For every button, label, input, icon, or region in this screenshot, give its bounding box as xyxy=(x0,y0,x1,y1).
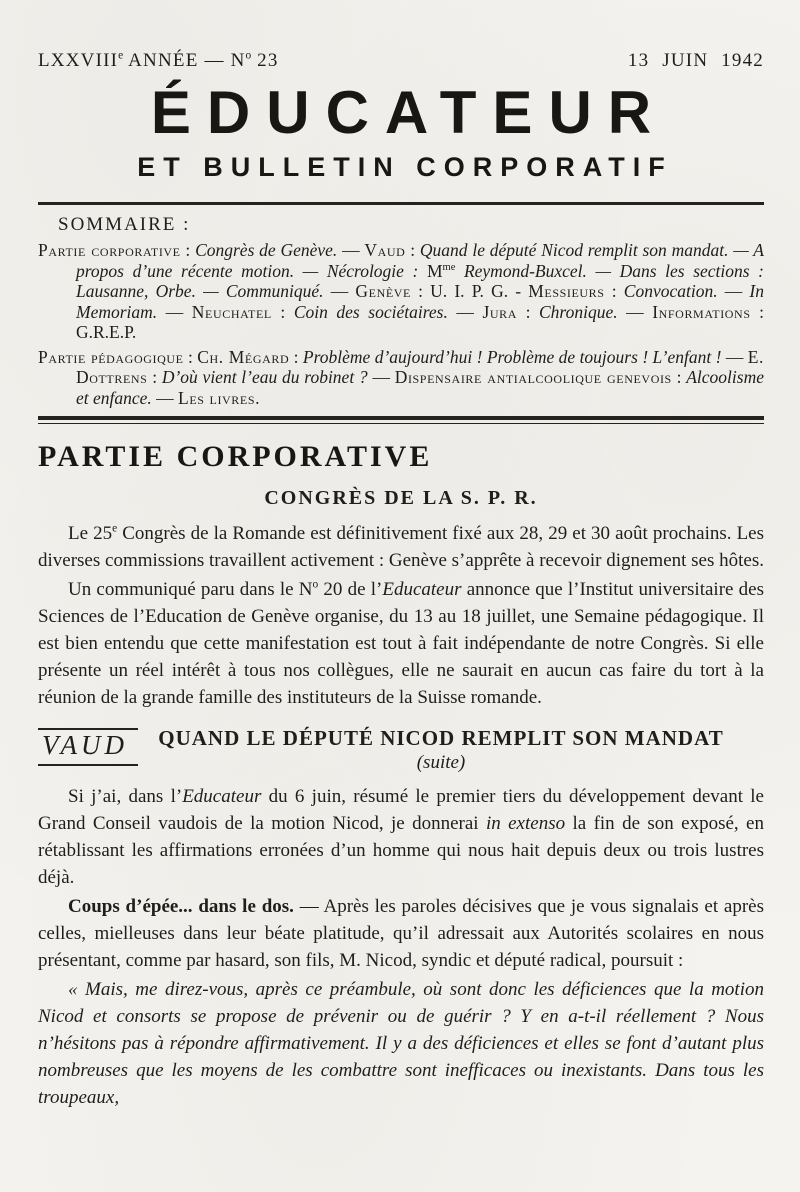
vaud-article-heading: QUAND LE DÉPUTÉ NICOD REMPLIT SON MANDAT xyxy=(158,726,724,751)
article-heading-congres: CONGRÈS DE LA S. P. R. xyxy=(264,487,538,510)
article-congres xyxy=(38,487,764,711)
congres-paragraph-2: Un communiqué paru dans le $N^o$ 20 de l’Educateur annonce que l’Institut universitaire des Sciences de l’Education de Genève organise, du 13 au 18 juillet, une Semaine pédagogique. Il est bien entendu que cette manifestation est tout à fait indépendante de notre Congrès. Si elle présente un réel intérêt à tous nos collègues, elle ne saurait en aucun cas faire du tort à la réunion de la grande famille des instituteurs de la Suisse romande. xyxy=(38,578,764,709)
vaud-paragraph-quote: « Mais, me direz-vous, après ce préambule, où sont donc les déficiences que la motion Nicod et consorts se propose de prévenir ou de guérir ? Y en a-t-il réellement ? Nous n’hésitons pas à répondre affirmativement. Il y a des déficiences et elles se font d’autant plus nombreuses que les moyens de les combattre sont inefficaces ou inexistants. Dans tous les troupeaux, xyxy=(38,979,764,1109)
section-title-partie-corporative: PARTIE CORPORATIVE xyxy=(38,440,433,474)
vaud-article-subheading: (suite) xyxy=(416,752,466,774)
vaud-paragraph-2: Coups d’épée... dans le dos. — Après les paroles décisives que je vous signalais et après celles, mielleuses dans leur béate platitude, qu’il adressait aux Autorités scolaires en nous présentant, comme par hasard, son fils, M. Nicod, syndic et député radical, poursuit : xyxy=(38,896,764,972)
divider-rule-top xyxy=(38,202,764,205)
masthead-issue: LXXVIIIe ANNÉE — $N^o$ 23 xyxy=(38,49,279,71)
sommaire-label: SOMMAIRE : xyxy=(58,214,191,236)
masthead-date: 13 JUIN 1942 xyxy=(627,50,764,71)
divider-rule-double xyxy=(38,416,764,424)
vaud-section-label: VAUD xyxy=(38,728,138,766)
congres-paragraph-1: Le 25e Congrès de la Romande est définitivement fixé aux 28, 29 et 30 août prochains. Les diverses commissions travaillent activement : Genève s’apprête à recevoir dignement ses hôtes. xyxy=(38,522,764,572)
sommaire-paragraph-corporative: Partie corporative : Congrès de Genève. — Vaud : Quand le député Nicod remplit son mandat. — A propos d’une récente motion. — Nécrologie : $M^{me}$ Reymond-Buxcel. — Dans les sections : Lausanne, Orbe. — Communiqué. — Genève : U. I. P. G. - Messieurs : Convocation. — In Memoriam. — Neuchatel : Coin des sociétaires. — Jura : Chronique. — Informations : G.R.E.P. xyxy=(38,240,765,343)
vaud-article-header xyxy=(38,726,764,774)
journal-title: ÉDUCATEUR xyxy=(150,79,668,146)
vaud-article-titles xyxy=(138,726,764,774)
sommaire-section xyxy=(38,214,764,408)
masthead xyxy=(38,50,764,72)
vaud-paragraph-1: Si j’ai, dans l’Educateur du 6 juin, résumé le premier tiers du développement devant le Grand Conseil vaudois de la motion Nicod, je donnerai in extenso la fin de son exposé, en rétablissant les affirmations erronées d’un homme qui nous hait depuis deux ou trois lustres déjà. xyxy=(38,786,764,889)
article-vaud-body xyxy=(38,783,764,1111)
journal-subtitle: ET BULLETIN CORPORATIF xyxy=(137,152,673,183)
sommaire-paragraph-pedagogique: Partie pédagogique : Ch. Mégard : Problème d’aujourd’hui ! Problème de toujours ! L’enfant ! — E. Dottrens : D’où vient l’eau du robinet ? — Dispensaire antialcoolique genevois : Alcoolisme et enfance. — Les livres. xyxy=(38,346,765,408)
